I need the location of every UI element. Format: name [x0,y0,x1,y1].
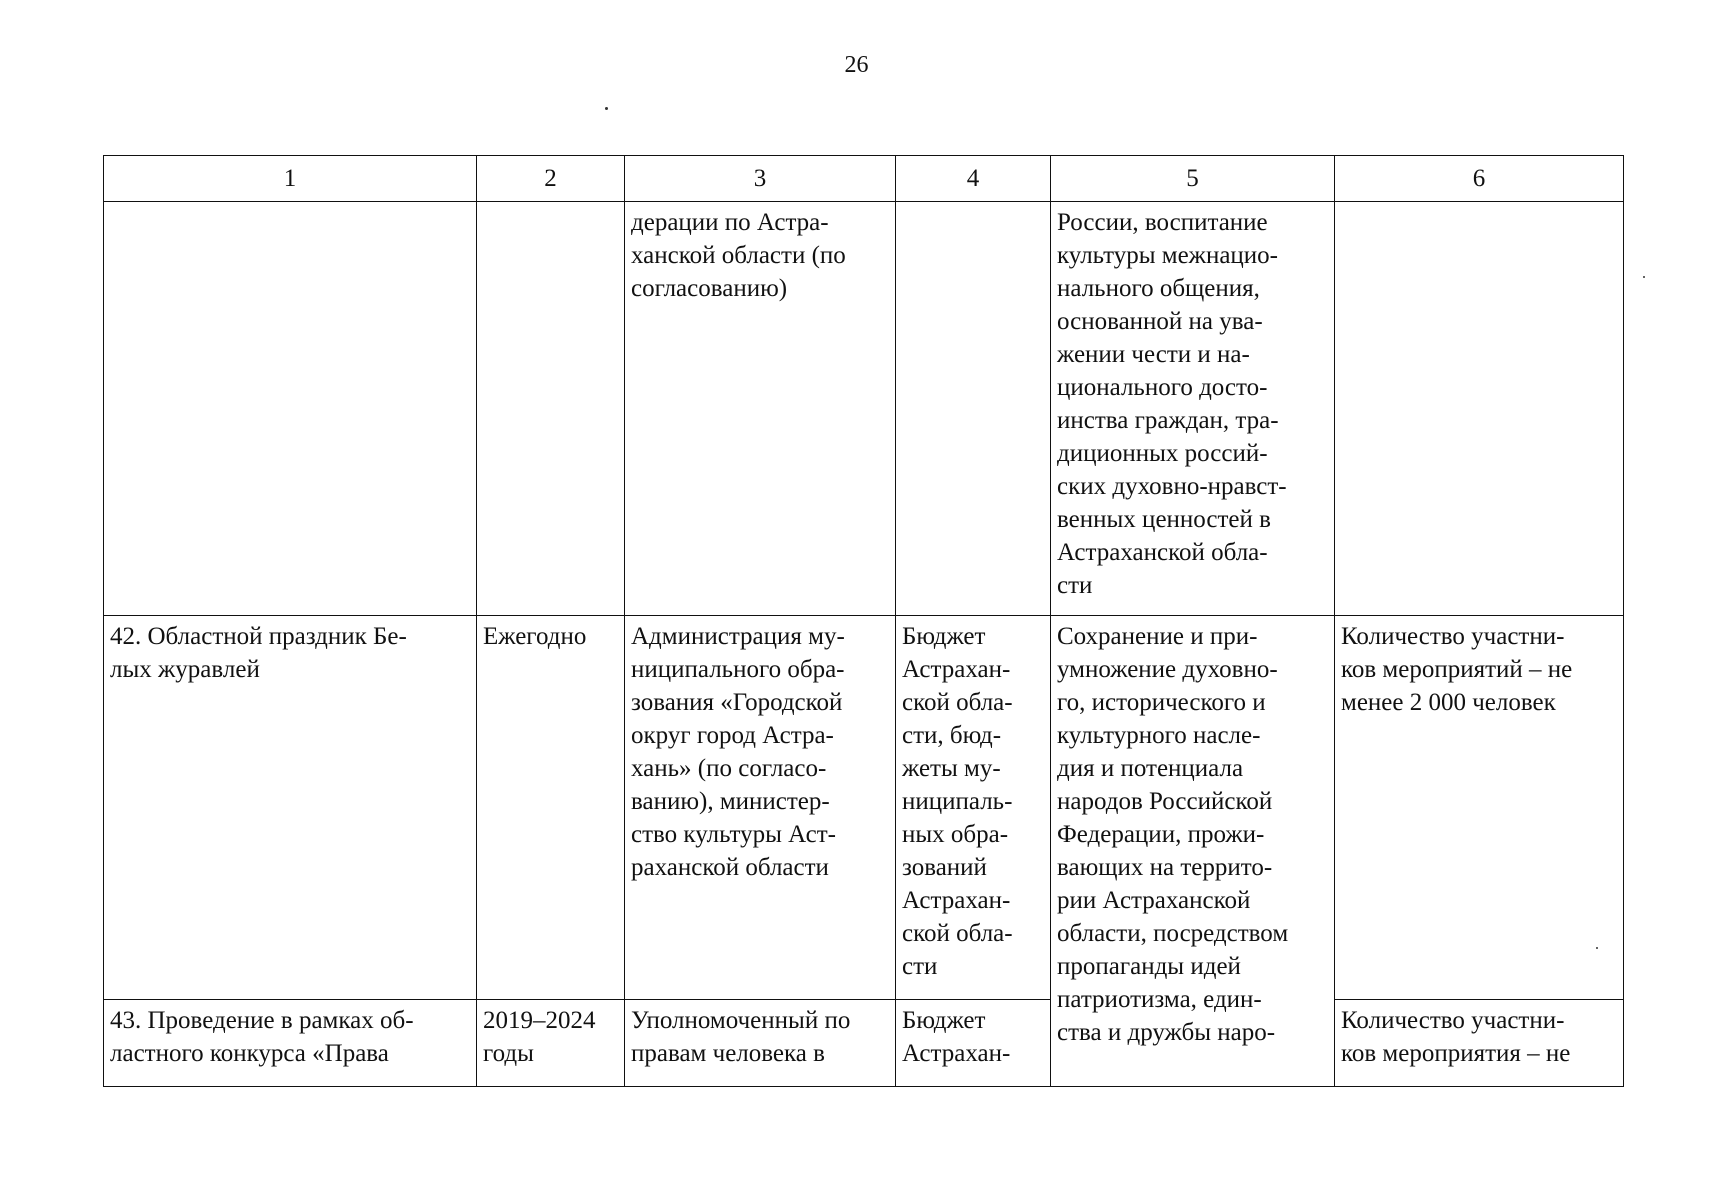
funding-text: Бюджет Астрахан- [902,1007,1011,1067]
column-header-4: 4 [896,156,1051,202]
scan-speck [1643,276,1645,278]
executor-text: Администрация му- ниципального обра- зования «Городской округ город Астра- хань» (по согласо- ванию), министер- ство культуры Аст- раханской области [631,623,845,881]
table-cell [896,202,1051,616]
event-name-text: 43. Проведение в рамках об- ластного конкурса «Права [110,1007,414,1067]
executor-text: дерации по Астра- ханской области (по согласованию) [631,209,846,302]
table-cell [625,202,896,616]
column-header-5: 5 [1051,156,1335,202]
table-row [104,1000,1624,1087]
table-header-row [104,156,1624,202]
period-text: 2019–2024 годы [483,1007,596,1067]
executor-text: Уполномоченный по правам человека в [631,1007,851,1067]
page-number: 26 [844,52,869,78]
table-cell [625,1000,896,1087]
table-cell [896,1000,1051,1087]
table-cell [625,616,896,1000]
table-cell [104,1000,477,1087]
column-header-3: 3 [625,156,896,202]
column-header-6: 6 [1335,156,1624,202]
table-row [104,616,1624,1000]
result-text: России, воспитание культуры межнацио- нального общения, основанной на ува- жении чести и на- ционального досто- инства граждан, тра- диционных россий- ских духовно-нравст- венных ценностей в Астраханской обла- сти [1057,209,1287,599]
table-cell [104,202,477,616]
table-cell [477,616,625,1000]
column-header-1: 1 [104,156,477,202]
table-cell [1335,1000,1624,1087]
table-cell [1335,202,1624,616]
event-name-text: 42. Областной праздник Бе- лых журавлей [110,623,407,683]
table-cell [104,616,477,1000]
column-header-2: 2 [477,156,625,202]
result-text: Сохранение и при- умножение духовно- го, исторического и культурного насле- дия и потенциала народов Российской Федерации, прожи- вающих на террито- рии Астраханской области, посредством пропаганды идей патриотизма, един- ства и дружбы наро- [1057,623,1289,1046]
table-row [104,202,1624,616]
table-cell [477,1000,625,1087]
table-cell [1051,616,1335,1087]
table-cell [477,202,625,616]
indicator-text: Количество участни- ков мероприятий – не менее 2 000 человек [1341,623,1573,716]
table-cell [1051,202,1335,616]
period-text: Ежегодно [483,623,587,650]
table-cell [896,616,1051,1000]
scan-speck [605,107,608,110]
indicator-text: Количество участни- ков мероприятия – не [1341,1007,1571,1067]
document-table [103,155,1624,1087]
table-cell [1335,616,1624,1000]
funding-text: Бюджет Астрахан- ской обла- сти, бюд- жеты му- ниципаль- ных обра- зований Астрахан- ской обла- сти [902,623,1013,980]
